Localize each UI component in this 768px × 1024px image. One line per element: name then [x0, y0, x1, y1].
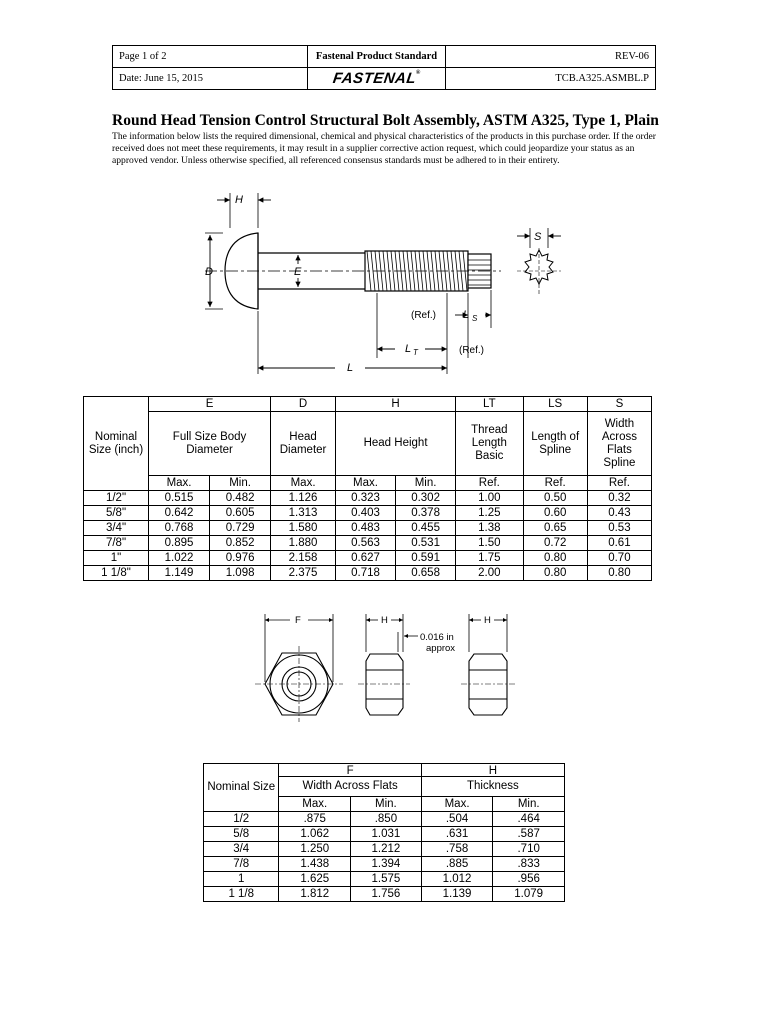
sub-header: Max. [279, 797, 351, 812]
col-name-ls: Length of Spline [523, 412, 587, 476]
value-cell: 0.718 [335, 566, 395, 581]
table-row [84, 506, 652, 521]
nominal-size-header: Nominal Size [204, 764, 279, 812]
value-cell: 1.079 [493, 887, 565, 902]
dim-label-ls: L [463, 309, 470, 321]
col-name-s: Width Across Flats Spline [587, 412, 651, 476]
value-cell: 1.031 [351, 827, 422, 842]
nominal-size-header: Nominal Size (inch) [84, 397, 149, 491]
value-cell: .464 [493, 812, 565, 827]
nut-label-approx-value: 0.016 in [420, 632, 454, 643]
bolt-diagram [195, 188, 575, 380]
value-cell: 1.25 [456, 506, 523, 521]
col-name-lt: Thread Length Basic [456, 412, 523, 476]
value-cell: 1.880 [271, 536, 336, 551]
col-letter-f: F [279, 764, 421, 777]
document-header [112, 45, 656, 90]
value-cell: 2.375 [271, 566, 336, 581]
value-cell: .875 [279, 812, 351, 827]
page-number: Page 1 of 2 [113, 46, 308, 68]
value-cell: 1.212 [351, 842, 422, 857]
size-cell: 1 1/8" [84, 566, 149, 581]
value-cell: 0.563 [335, 536, 395, 551]
table-row [84, 491, 652, 506]
table-row [204, 887, 565, 902]
col-letter-e: E [149, 397, 271, 412]
bolt-dimensions-table [83, 396, 652, 581]
value-cell: 2.00 [456, 566, 523, 581]
value-cell: 1.394 [351, 857, 422, 872]
sub-header: Ref. [587, 476, 651, 491]
value-cell: 0.605 [210, 506, 271, 521]
value-cell: 1.580 [271, 521, 336, 536]
dim-label-e: E [294, 266, 302, 278]
dim-label-lt: L [405, 343, 412, 355]
size-cell: 1 1/8 [204, 887, 279, 902]
value-cell: 1.625 [279, 872, 351, 887]
standard-name: Fastenal Product Standard [308, 46, 446, 68]
table-row [84, 536, 652, 551]
sub-header: Ref. [523, 476, 587, 491]
value-cell: .885 [421, 857, 493, 872]
value-cell: 0.302 [396, 491, 456, 506]
col-name-d: Head Diameter [271, 412, 336, 476]
table-row [84, 521, 652, 536]
col-letter-ls: LS [523, 397, 587, 412]
document-code: TCB.A325.ASMBL.P [446, 68, 656, 90]
value-cell: .710 [493, 842, 565, 857]
value-cell: 0.53 [587, 521, 651, 536]
size-cell: 5/8" [84, 506, 149, 521]
table-row [84, 566, 652, 581]
value-cell: 0.60 [523, 506, 587, 521]
table-row [204, 812, 565, 827]
value-cell: .504 [421, 812, 493, 827]
table-row [84, 551, 652, 566]
value-cell: 0.591 [396, 551, 456, 566]
value-cell: 0.70 [587, 551, 651, 566]
value-cell: 0.515 [149, 491, 210, 506]
sub-header: Min. [351, 797, 422, 812]
sub-header: Max. [271, 476, 336, 491]
value-cell: 0.895 [149, 536, 210, 551]
col-name-f: Width Across Flats [279, 777, 421, 797]
document-date: Date: June 15, 2015 [113, 68, 308, 90]
size-cell: 1/2 [204, 812, 279, 827]
size-cell: 1 [204, 872, 279, 887]
intro-paragraph: The information below lists the required dimensional, chemical and physical characteristics of the products in this purchase order. If the order received does not meet these requirements, it may result in a supplier corrective action request, which could jeopardize your status as an approved vendor. Unless otherwise specified, all referenced consensus standards must be adhered to in their entirety. [112, 131, 657, 166]
value-cell: 0.80 [523, 566, 587, 581]
nut-label-h1: H [381, 615, 388, 626]
page-title: Round Head Tension Control Structural Bolt Assembly, ASTM A325, Type 1, Plain [112, 112, 659, 129]
value-cell: 1.38 [456, 521, 523, 536]
value-cell: 0.483 [335, 521, 395, 536]
value-cell: 1.756 [351, 887, 422, 902]
sub-header: Min. [210, 476, 271, 491]
dim-label-d: D [205, 266, 213, 278]
value-cell: 0.482 [210, 491, 271, 506]
value-cell: 1.812 [279, 887, 351, 902]
size-cell: 1/2" [84, 491, 149, 506]
value-cell: 1.149 [149, 566, 210, 581]
size-cell: 7/8 [204, 857, 279, 872]
value-cell: 0.32 [587, 491, 651, 506]
value-cell: 0.80 [587, 566, 651, 581]
value-cell: 1.75 [456, 551, 523, 566]
value-cell: 0.80 [523, 551, 587, 566]
value-cell: 1.022 [149, 551, 210, 566]
value-cell: 0.72 [523, 536, 587, 551]
value-cell: 0.323 [335, 491, 395, 506]
col-letter-s: S [587, 397, 651, 412]
value-cell: 0.61 [587, 536, 651, 551]
col-name-h: Thickness [421, 777, 564, 797]
sub-header: Max. [335, 476, 395, 491]
value-cell: 1.250 [279, 842, 351, 857]
sub-header: Max. [421, 797, 493, 812]
col-letter-lt: LT [456, 397, 523, 412]
value-cell: 1.50 [456, 536, 523, 551]
col-name-e: Full Size Body Diameter [149, 412, 271, 476]
value-cell: 0.976 [210, 551, 271, 566]
ref-label-lt: (Ref.) [459, 345, 484, 356]
size-cell: 1" [84, 551, 149, 566]
dim-label-lt-sub: T [413, 348, 418, 357]
col-name-h: Head Height [335, 412, 455, 476]
value-cell: 1.575 [351, 872, 422, 887]
ref-label-ls: (Ref.) [411, 310, 436, 321]
value-cell: 0.378 [396, 506, 456, 521]
value-cell: 0.43 [587, 506, 651, 521]
value-cell: .833 [493, 857, 565, 872]
dim-label-l: L [347, 362, 354, 374]
sub-header: Min. [493, 797, 565, 812]
nut-diagram [250, 608, 530, 728]
nut-label-h2: H [484, 615, 491, 626]
size-cell: 7/8" [84, 536, 149, 551]
sub-header: Ref. [456, 476, 523, 491]
value-cell: 0.852 [210, 536, 271, 551]
value-cell: 0.627 [335, 551, 395, 566]
value-cell: 1.126 [271, 491, 336, 506]
value-cell: 0.455 [396, 521, 456, 536]
sub-header: Min. [396, 476, 456, 491]
table-row [204, 827, 565, 842]
size-cell: 5/8 [204, 827, 279, 842]
revision: REV-06 [446, 46, 656, 68]
table-row [204, 842, 565, 857]
col-letter-d: D [271, 397, 336, 412]
value-cell: 1.438 [279, 857, 351, 872]
value-cell: .758 [421, 842, 493, 857]
value-cell: 0.65 [523, 521, 587, 536]
nut-dimensions-table [203, 763, 565, 902]
fastenal-logo: FASTENAL® [308, 68, 446, 90]
size-cell: 3/4 [204, 842, 279, 857]
value-cell: 0.768 [149, 521, 210, 536]
value-cell: 0.403 [335, 506, 395, 521]
value-cell: .587 [493, 827, 565, 842]
value-cell: 1.00 [456, 491, 523, 506]
dim-label-ls-sub: S [472, 314, 478, 323]
dim-label-s: S [534, 231, 542, 243]
value-cell: 0.658 [396, 566, 456, 581]
value-cell: 1.313 [271, 506, 336, 521]
value-cell: 0.642 [149, 506, 210, 521]
nut-label-f: F [295, 615, 301, 626]
dim-label-h: H [235, 194, 243, 206]
table-row [204, 872, 565, 887]
value-cell: 1.098 [210, 566, 271, 581]
value-cell: .956 [493, 872, 565, 887]
value-cell: 1.012 [421, 872, 493, 887]
value-cell: .850 [351, 812, 422, 827]
value-cell: 2.158 [271, 551, 336, 566]
table-row [204, 857, 565, 872]
value-cell: 1.139 [421, 887, 493, 902]
col-letter-h: H [335, 397, 455, 412]
value-cell: 1.062 [279, 827, 351, 842]
col-letter-h: H [421, 764, 564, 777]
value-cell: .631 [421, 827, 493, 842]
size-cell: 3/4" [84, 521, 149, 536]
nut-label-approx-word: approx [426, 643, 456, 654]
value-cell: 0.729 [210, 521, 271, 536]
value-cell: 0.50 [523, 491, 587, 506]
value-cell: 0.531 [396, 536, 456, 551]
sub-header: Max. [149, 476, 210, 491]
